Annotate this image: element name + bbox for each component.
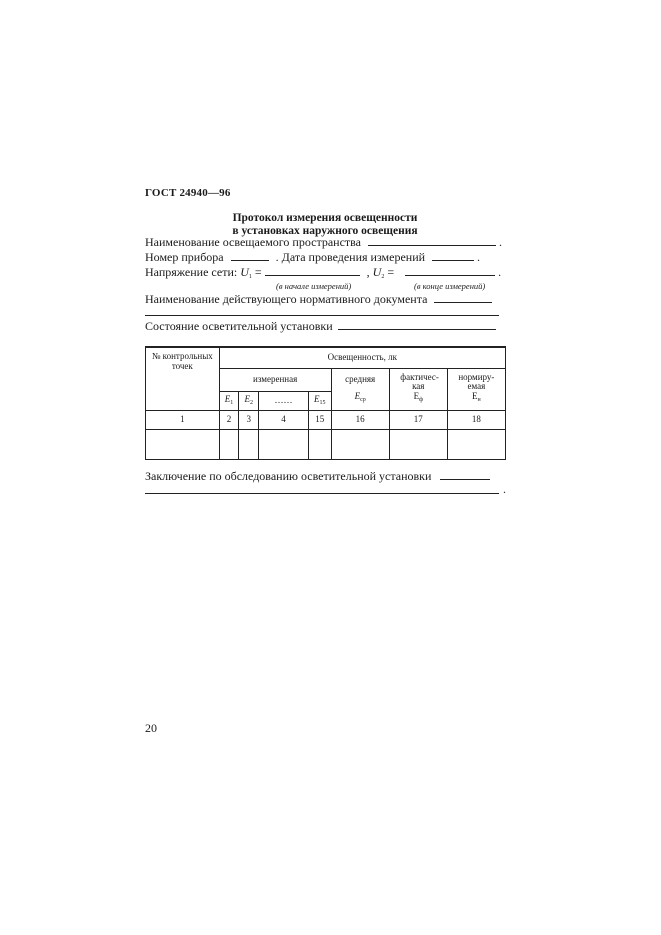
normative-doc-continuation-line[interactable] bbox=[145, 315, 499, 316]
u2-caption: (в конце измерений) bbox=[414, 281, 486, 291]
data-entry-row bbox=[146, 429, 506, 459]
u2-equals: = bbox=[387, 265, 395, 279]
e1-index: 1 bbox=[230, 399, 234, 406]
data-cell[interactable] bbox=[146, 429, 220, 459]
data-cell[interactable] bbox=[331, 429, 389, 459]
page-number: 20 bbox=[145, 721, 157, 735]
e-letter: Е bbox=[472, 391, 478, 402]
comma: , bbox=[366, 265, 370, 279]
data-cell[interactable] bbox=[219, 429, 239, 459]
col-number: 18 bbox=[447, 410, 505, 429]
data-cell[interactable] bbox=[239, 429, 259, 459]
u2-symbol: U bbox=[372, 265, 382, 279]
voltage-label: Напряжение сети: bbox=[145, 265, 238, 279]
normative-doc-row bbox=[145, 292, 492, 307]
space-name-field[interactable] bbox=[368, 235, 496, 246]
e-letter: E bbox=[313, 393, 320, 404]
data-cell[interactable] bbox=[259, 429, 309, 459]
control-point-header: № контрольных точек bbox=[146, 347, 220, 410]
u1-field[interactable] bbox=[265, 265, 360, 276]
average-label: средняя bbox=[345, 373, 376, 384]
u1-equals: = bbox=[254, 265, 262, 279]
protocol-title-line-2: в установках наружного освещения bbox=[232, 225, 418, 237]
period: . bbox=[499, 235, 503, 249]
installation-state-field[interactable] bbox=[338, 319, 496, 330]
normative-label: нормиру- емая bbox=[458, 371, 495, 392]
data-cell[interactable] bbox=[447, 429, 505, 459]
voltage-row bbox=[145, 265, 501, 280]
u2-index: 2 bbox=[381, 274, 385, 280]
e-letter: E bbox=[354, 391, 361, 402]
normative-doc-label: Наименование действующего нормативного документа bbox=[145, 292, 428, 306]
measurement-date-field[interactable] bbox=[432, 250, 474, 261]
conclusion-field[interactable] bbox=[440, 469, 490, 480]
col-number: 15 bbox=[308, 410, 331, 429]
e15-index: 15 bbox=[319, 399, 326, 406]
e-normative-symbol bbox=[448, 392, 505, 404]
period: . bbox=[498, 265, 502, 279]
installation-state-row bbox=[145, 319, 496, 334]
normative-doc-field[interactable] bbox=[434, 292, 492, 303]
measurement-table bbox=[145, 346, 506, 460]
actual-header bbox=[389, 368, 447, 410]
e15-header bbox=[308, 391, 331, 410]
space-name-label: Наименование освещаемого пространства bbox=[145, 235, 362, 249]
data-cell[interactable] bbox=[308, 429, 331, 459]
u1-caption: (в начале измерений) bbox=[276, 281, 352, 291]
conclusion-continuation-line[interactable] bbox=[145, 493, 499, 494]
e1-header bbox=[219, 391, 239, 410]
illuminance-header: Освещенность, лк bbox=[219, 347, 505, 368]
e-normative-index: н bbox=[477, 397, 481, 404]
space-name-row bbox=[145, 235, 502, 250]
device-date-row bbox=[145, 250, 480, 265]
device-number-label: Номер прибора bbox=[145, 250, 224, 264]
average-header bbox=[331, 368, 389, 410]
protocol-title-line-1: Протокол измерения освещенности bbox=[232, 212, 418, 224]
e2-index: 2 bbox=[249, 399, 253, 406]
col-number: 17 bbox=[389, 410, 447, 429]
device-number-field[interactable] bbox=[231, 250, 269, 261]
u2-field[interactable] bbox=[405, 265, 495, 276]
installation-state-label: Состояние осветительной установки bbox=[145, 319, 333, 333]
u1-symbol: U bbox=[240, 265, 249, 279]
period: . bbox=[477, 250, 481, 264]
e-actual-index: ф bbox=[419, 397, 423, 404]
e-letter: E bbox=[224, 393, 231, 404]
e-letter: E bbox=[244, 393, 250, 404]
standard-code: ГОСТ 24940—96 bbox=[145, 187, 231, 199]
col-number: 16 bbox=[331, 410, 389, 429]
conclusion-row bbox=[145, 469, 490, 484]
normative-header bbox=[447, 368, 505, 410]
data-cell[interactable] bbox=[389, 429, 447, 459]
ellipsis-header: …… bbox=[259, 391, 309, 410]
col-number: 4 bbox=[259, 410, 309, 429]
col-number: 2 bbox=[219, 410, 239, 429]
e-letter: Е bbox=[413, 391, 420, 402]
period: . bbox=[503, 482, 506, 496]
measurement-date-label: . Дата проведения измерений bbox=[275, 250, 426, 264]
col-number: 1 bbox=[146, 410, 220, 429]
e-average-index: ср bbox=[360, 397, 366, 404]
e-average-symbol bbox=[332, 392, 389, 404]
u1-index: 1 bbox=[248, 274, 252, 280]
e2-header bbox=[239, 391, 259, 410]
measured-header: измеренная bbox=[219, 368, 331, 391]
actual-label: фактичес- кая bbox=[400, 371, 439, 392]
conclusion-label: Заключение по обследованию осветительной установки bbox=[145, 469, 432, 483]
col-number: 3 bbox=[239, 410, 259, 429]
column-number-row bbox=[146, 410, 506, 429]
e-actual-symbol bbox=[390, 392, 447, 404]
